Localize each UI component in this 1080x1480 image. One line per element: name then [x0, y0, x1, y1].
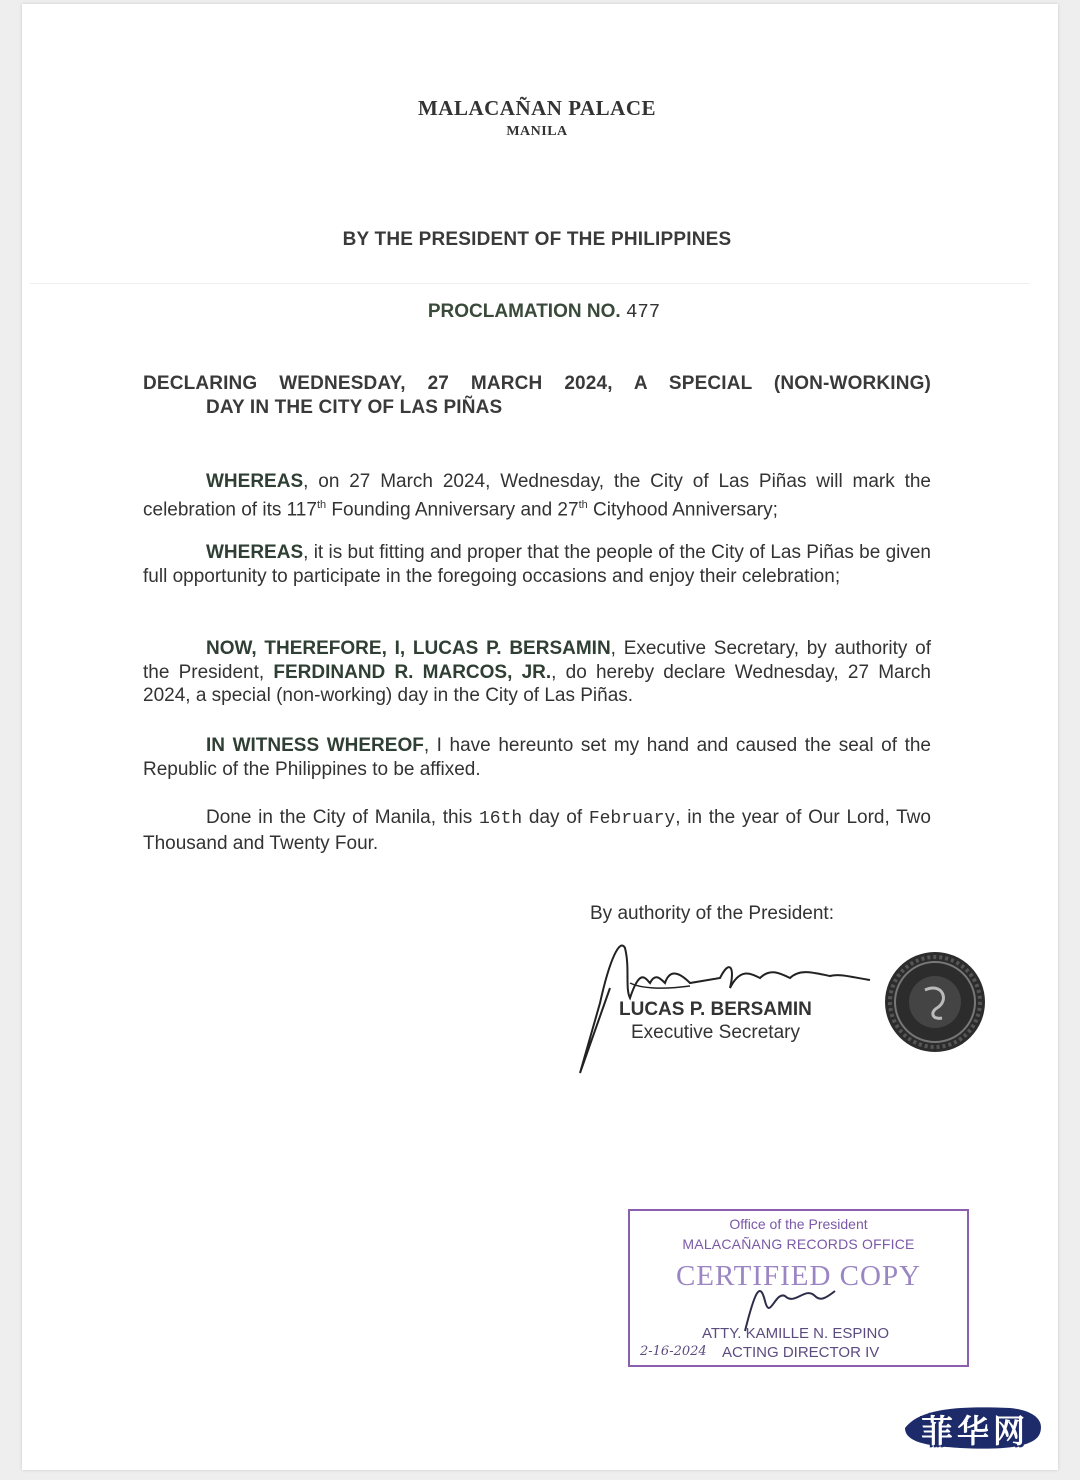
stamp-office: Office of the President	[729, 1216, 868, 1232]
proclamation-title	[143, 372, 931, 420]
paragraph-text: , on 27 March 2024, Wednesday, the City of Las Piñas will mark the celebration of its 117	[143, 471, 931, 520]
superscript: th	[316, 498, 327, 511]
stamp-date: 2-16-2024	[640, 1344, 707, 1359]
proclamation-number-line	[0, 301, 1080, 323]
title-line-2: DAY IN THE CITY OF LAS PIÑAS	[206, 397, 503, 418]
therefore-paragraph	[143, 637, 931, 708]
month-value: February	[588, 809, 676, 829]
proclamation-number: 477	[625, 301, 661, 323]
stamp-role: ACTING DIRECTOR IV	[722, 1344, 880, 1361]
signatory-title: Executive Secretary	[631, 1022, 800, 1043]
whereas-lead: WHEREAS	[206, 542, 304, 563]
witness-paragraph	[143, 734, 931, 781]
done-paragraph	[143, 806, 931, 855]
paragraph-text: , I have hereunto set my hand and caused the seal of the Republic of the Philippines to be affixed.	[143, 735, 931, 780]
president-name: FERDINAND R. MARCOS, JR.	[273, 661, 552, 683]
stamp-attorney: ATTY. KAMILLE N. ESPINO	[702, 1325, 890, 1342]
signatory-name: LUCAS P. BERSAMIN	[619, 999, 812, 1020]
therefore-lead: NOW, THEREFORE, I, LUCAS P. BERSAMIN	[206, 638, 611, 659]
proclamation-label: PROCLAMATION NO.	[427, 301, 621, 322]
witness-lead: IN WITNESS WHEREOF	[206, 735, 424, 756]
superscript: th	[578, 498, 588, 511]
day-value: 16th	[478, 809, 523, 829]
paragraph-text: Done in the City of Manila, this	[206, 807, 479, 828]
paragraph-text: Cityhood Anniversary;	[587, 498, 778, 520]
by-president-heading: BY THE PRESIDENT OF THE PHILIPPINES	[342, 229, 732, 250]
divider	[30, 283, 1030, 284]
whereas-paragraph-1	[143, 470, 931, 521]
whereas-lead: WHEREAS	[206, 471, 304, 492]
whereas-paragraph-2	[143, 541, 931, 588]
paragraph-text: , in the year of Our Lord, Two Thousand and Twenty Four.	[143, 807, 931, 854]
title-line-1: DECLARING WEDNESDAY, 27 MARCH 2024, A SPECIAL (NON-WORKING)	[143, 373, 931, 394]
palace-heading: MALACAÑAN PALACE	[417, 96, 656, 120]
by-authority-line: By authority of the President:	[590, 903, 834, 924]
watermark-text: 菲华网	[920, 1412, 1029, 1450]
official-seal	[882, 950, 988, 1054]
stamp-records-office: MALACAÑANG RECORDS OFFICE	[682, 1236, 915, 1252]
site-watermark	[900, 1398, 1050, 1456]
stamp-certified-copy: CERTIFIED COPY	[675, 1260, 922, 1292]
paragraph-text: , it is but fitting and proper that the people of the City of Las Piñas be given full opportunity to participate in the foregoing occasions and enjoy their celebration;	[143, 542, 931, 587]
city-heading: MANILA	[506, 124, 568, 139]
paragraph-text: day of	[522, 807, 589, 828]
paragraph-text: , do hereby declare Wednesday, 27 March 2024, a special (non-working) day in the City of Las Piñas.	[143, 661, 931, 706]
paragraph-text: , Executive Secretary, by authority of the President,	[143, 638, 931, 683]
paragraph-text: Founding Anniversary and 27	[326, 498, 579, 520]
certified-copy-stamp	[628, 1209, 969, 1367]
